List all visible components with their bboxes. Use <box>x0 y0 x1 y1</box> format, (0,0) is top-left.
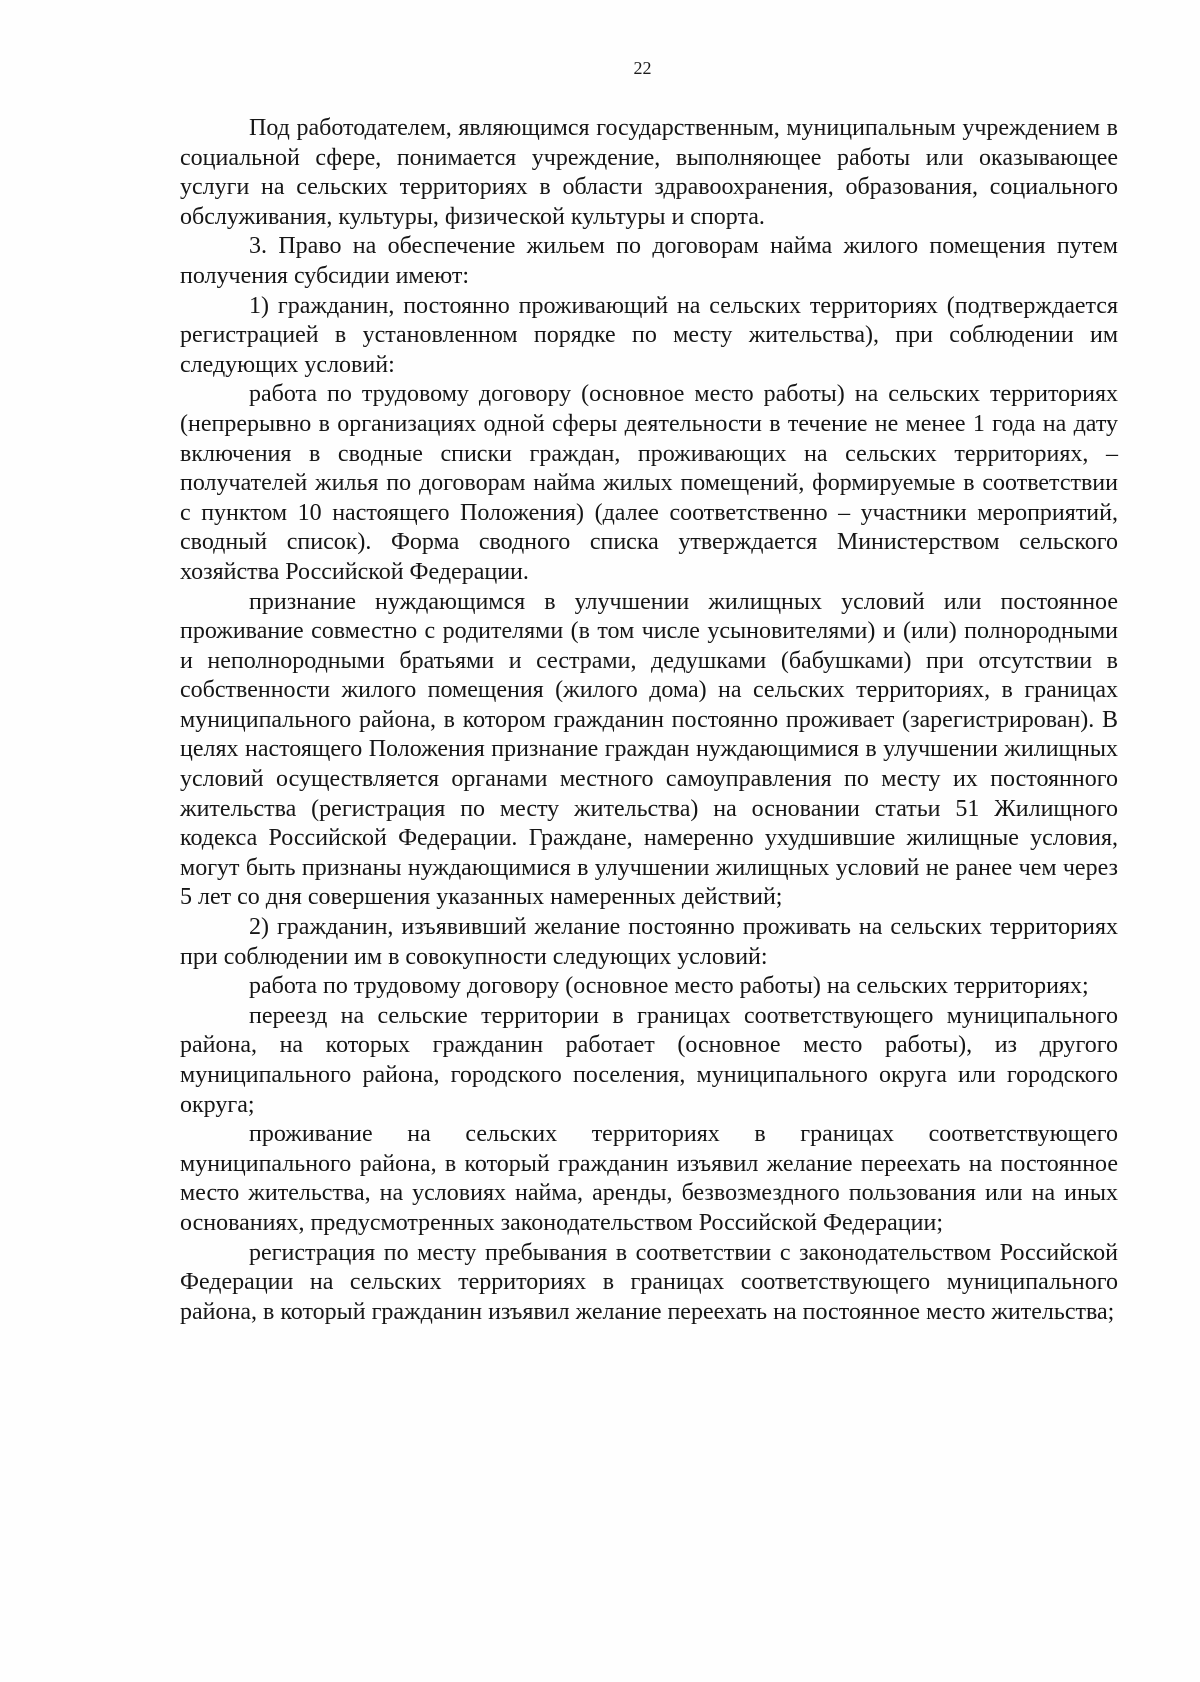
page-number: 22 <box>633 58 652 78</box>
paragraph-item-1: 1) гражданин, постоянно проживающий на сельских территориях (подтверждается регистрацией в установленном порядке по месту жительства), при соблюдении им следующих условий: <box>180 292 1118 378</box>
paragraph-residence-condition: проживание на сельских территориях в границах соответствующего муниципального района, в который гражданин изъявил желание переехать на постоянное место жительства, на условиях найма, аренды, безвозмездного пользования или на иных основаниях, предусмотренных законодательством Российской Федерации; <box>180 1121 1118 1236</box>
paragraph-work-condition: работа по трудовому договору (основное место работы) на сельских территориях; <box>249 973 1089 1000</box>
paragraph-section-3: 3. Право на обеспечение жильем по договорам найма жилого помещения путем получения субсидии имеют: <box>180 233 1118 289</box>
document-body <box>180 114 1118 1327</box>
paragraph-registration-condition: регистрация по месту пребывания в соответствии с законодательством Российской Федерации на сельских территориях в границах соответствующего муниципального района, в который гражданин изъявил желание переехать на постоянное место жительства; <box>180 1239 1118 1325</box>
paragraph-employment-condition: работа по трудовому договору (основное место работы) на сельских территориях (непрерывно в организациях одной сферы деятельности в течение не менее 1 года на дату включения в сводные списки граждан, проживающих на сельских территориях, – получателей жилья по договорам найма жилых помещений, формируемые в соответствии с пунктом 10 настоящего Положения) (далее соответственно – участники мероприятий, сводный список). Форма сводного списка утверждается Министерством сельского хозяйства Российской Федерации. <box>180 381 1118 585</box>
paragraph-relocation-condition: переезд на сельские территории в границах соответствующего муниципального района, на которых гражданин работает (основное место работы), из другого муниципального района, городского поселения, муниципального округа или городского округа; <box>180 1002 1118 1118</box>
paragraph-employer-definition: Под работодателем, являющимся государственным, муниципальным учреждением в социальной сфере, понимается учреждение, выполняющее работы или оказывающее услуги на сельских территориях в области здравоохранения, образования, социального обслуживания, культуры, физической культуры и спорта. <box>180 115 1118 230</box>
paragraph-housing-need-condition: признание нуждающимся в улучшении жилищных условий или постоянное проживание совместно с родителями (в том числе усыновителями) и (или) полнородными и неполнородными братьями и сестрами, дедушками (бабушками) при отсутствии в собственности жилого помещения (жилого дома) на сельских территориях, в границах муниципального района, в котором гражданин постоянно проживает (зарегистрирован). В целях настоящего Положения признание граждан нуждающимися в улучшении жилищных условий осуществляется органами местного самоуправления по месту их постоянного жительства (регистрация по месту жительства) на основании статьи 51 Жилищного кодекса Российской Федерации. Граждане, намеренно ухудшившие жилищные условия, могут быть признаны нуждающимися в улучшении жилищных условий не ранее чем через 5 лет со дня совершения указанных намеренных действий; <box>180 588 1118 911</box>
paragraph-item-2: 2) гражданин, изъявивший желание постоянно проживать на сельских территориях при соблюдении им в совокупности следующих условий: <box>180 914 1118 970</box>
